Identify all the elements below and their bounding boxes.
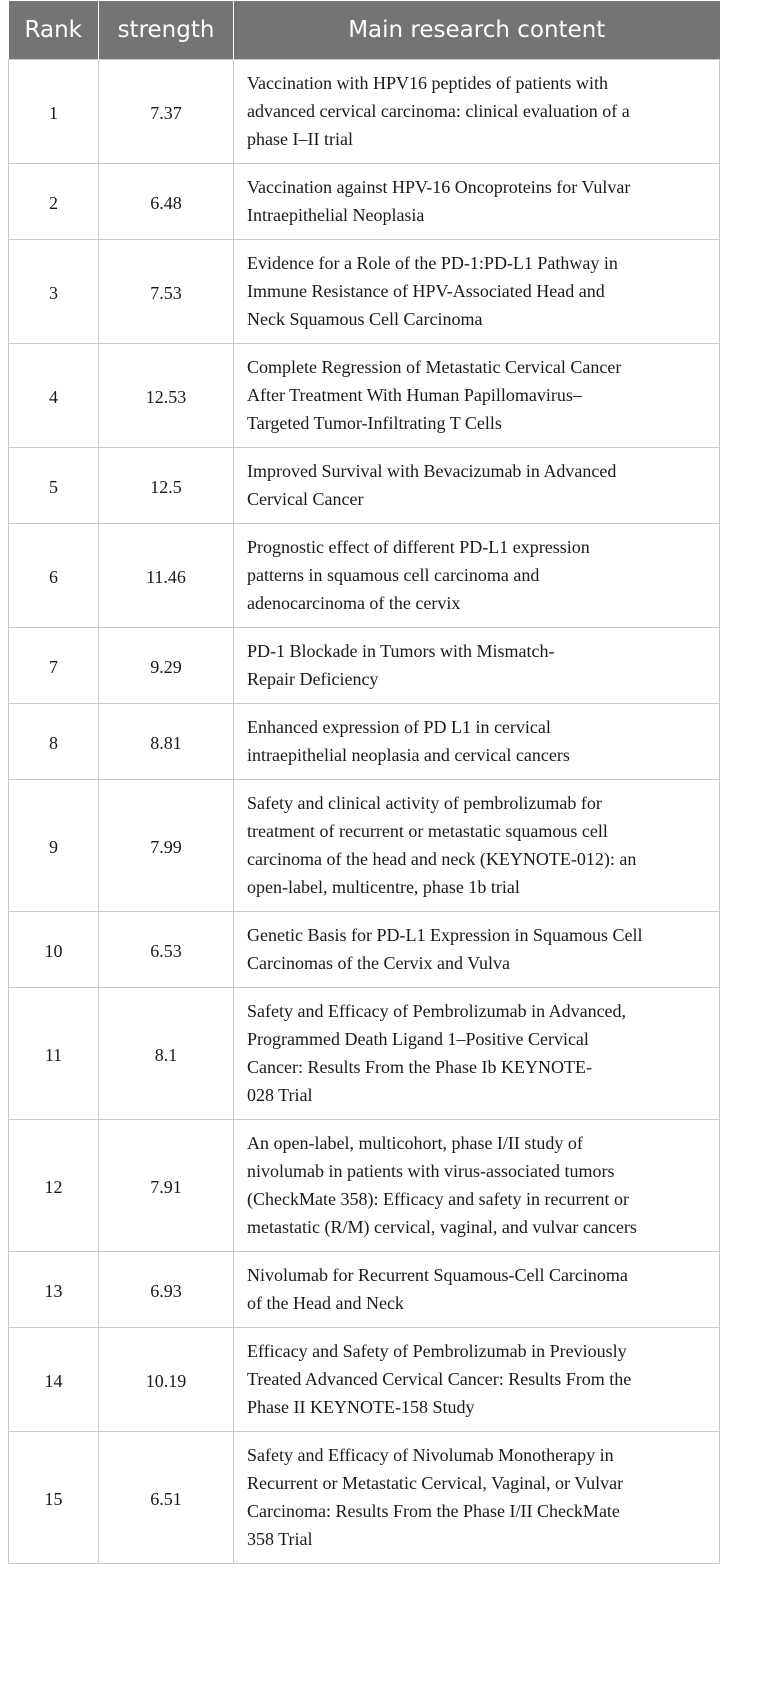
research-content-line: of the Head and Neck [247,1293,404,1313]
strength-cell: 12.5 [99,448,234,524]
research-content-cell [234,1120,720,1252]
table-row [9,628,720,704]
research-content-line: Vaccination with HPV16 peptides of patients with [247,73,608,93]
research-table [8,1,720,1564]
strength-cell: 7.53 [99,240,234,344]
research-content-line: (CheckMate 358): Efficacy and safety in recurrent or [247,1189,629,1209]
table-row [9,988,720,1120]
research-content-line: Evidence for a Role of the PD-1:PD-L1 Pathway in [247,253,618,273]
strength-cell: 6.48 [99,164,234,240]
research-content-line: Immune Resistance of HPV-Associated Head and [247,281,605,301]
research-content-line: Efficacy and Safety of Pembrolizumab in Previously [247,1341,627,1361]
research-content-line: Safety and Efficacy of Nivolumab Monotherapy in [247,1445,614,1465]
research-content-line: carcinoma of the head and neck (KEYNOTE-012): an [247,849,637,869]
header-row [9,1,720,60]
rank-cell: 5 [9,448,99,524]
rank-cell: 3 [9,240,99,344]
research-content-line: 358 Trial [247,1529,313,1549]
table-row [9,240,720,344]
research-content-line: Safety and Efficacy of Pembrolizumab in Advanced, [247,1001,627,1021]
rank-cell: 15 [9,1432,99,1564]
header-main-research-content: Main research content [234,1,720,60]
research-content-line: Genetic Basis for PD-L1 Expression in Squamous Cell [247,925,643,945]
research-content-line: nivolumab in patients with virus-associated tumors [247,1161,615,1181]
research-content-line: Improved Survival with Bevacizumab in Advanced [247,461,617,481]
research-content-line: Repair Deficiency [247,669,379,689]
table-row [9,1432,720,1564]
table-row [9,1328,720,1432]
table-row [9,344,720,448]
research-content-cell [234,1252,720,1328]
research-content-cell [234,448,720,524]
strength-cell: 11.46 [99,524,234,628]
research-content-line: Neck Squamous Cell Carcinoma [247,309,483,329]
research-content-cell [234,704,720,780]
research-content-line: treatment of recurrent or metastatic squamous cell [247,821,608,841]
research-content-line: Phase II KEYNOTE-158 Study [247,1397,475,1417]
research-content-line: Recurrent or Metastatic Cervical, Vaginal, or Vulvar [247,1473,624,1493]
research-content-line: Treated Advanced Cervical Cancer: Results From the [247,1369,632,1389]
research-content-line: Carcinomas of the Cervix and Vulva [247,953,511,973]
research-content-cell [234,1432,720,1564]
research-content-line: Safety and clinical activity of pembrolizumab for [247,793,602,813]
research-table-container [8,1,719,1564]
research-content-line: Targeted Tumor-Infiltrating T Cells [247,413,502,433]
header-rank: Rank [9,1,99,60]
research-content-line: patterns in squamous cell carcinoma and [247,565,540,585]
research-content-cell [234,240,720,344]
research-content-line: Prognostic effect of different PD-L1 expression [247,537,590,557]
strength-cell: 10.19 [99,1328,234,1432]
research-content-line: Cervical Cancer [247,489,364,509]
rank-cell: 12 [9,1120,99,1252]
table-row [9,164,720,240]
header-strength: strength [99,1,234,60]
research-content-line: open-label, multicentre, phase 1b trial [247,877,520,897]
table-row [9,524,720,628]
research-content-cell [234,344,720,448]
research-content-line: intraepithelial neoplasia and cervical cancers [247,745,570,765]
table-header [9,1,720,60]
research-content-line: phase I–II trial [247,129,353,149]
strength-cell: 7.91 [99,1120,234,1252]
research-content-cell [234,780,720,912]
strength-cell: 8.81 [99,704,234,780]
rank-cell: 4 [9,344,99,448]
research-content-line: Vaccination against HPV-16 Oncoproteins for Vulvar [247,177,631,197]
rank-cell: 13 [9,1252,99,1328]
table-row [9,60,720,164]
rank-cell: 9 [9,780,99,912]
table-row [9,1252,720,1328]
research-content-line: adenocarcinoma of the cervix [247,593,461,613]
research-content-line: 028 Trial [247,1085,313,1105]
research-content-cell [234,60,720,164]
research-content-cell [234,1328,720,1432]
strength-cell: 6.53 [99,912,234,988]
rank-cell: 8 [9,704,99,780]
research-content-line: advanced cervical carcinoma: clinical evaluation of a [247,101,630,121]
research-content-cell [234,628,720,704]
rank-cell: 7 [9,628,99,704]
strength-cell: 8.1 [99,988,234,1120]
rank-cell: 2 [9,164,99,240]
research-content-line: Programmed Death Ligand 1–Positive Cervical [247,1029,589,1049]
table-row [9,912,720,988]
strength-cell: 7.37 [99,60,234,164]
table-row [9,1120,720,1252]
research-content-line: After Treatment With Human Papillomavirus– [247,385,582,405]
rank-cell: 11 [9,988,99,1120]
research-content-line: Carcinoma: Results From the Phase I/II CheckMate [247,1501,620,1521]
table-body [9,60,720,1564]
research-content-cell [234,988,720,1120]
research-content-line: metastatic (R/M) cervical, vaginal, and vulvar cancers [247,1217,637,1237]
strength-cell: 7.99 [99,780,234,912]
research-content-line: An open-label, multicohort, phase I/II study of [247,1133,583,1153]
research-content-line: Enhanced expression of PD L1 in cervical [247,717,551,737]
table-row [9,704,720,780]
table-row [9,448,720,524]
rank-cell: 6 [9,524,99,628]
table-row [9,780,720,912]
research-content-line: Intraepithelial Neoplasia [247,205,425,225]
research-content-line: Nivolumab for Recurrent Squamous-Cell Carcinoma [247,1265,628,1285]
research-content-cell [234,912,720,988]
research-content-line: PD-1 Blockade in Tumors with Mismatch- [247,641,555,661]
research-content-line: Complete Regression of Metastatic Cervical Cancer [247,357,622,377]
strength-cell: 6.93 [99,1252,234,1328]
strength-cell: 6.51 [99,1432,234,1564]
strength-cell: 12.53 [99,344,234,448]
research-content-line: Cancer: Results From the Phase Ib KEYNOTE- [247,1057,592,1077]
rank-cell: 1 [9,60,99,164]
strength-cell: 9.29 [99,628,234,704]
research-content-cell [234,164,720,240]
rank-cell: 14 [9,1328,99,1432]
research-content-cell [234,524,720,628]
rank-cell: 10 [9,912,99,988]
